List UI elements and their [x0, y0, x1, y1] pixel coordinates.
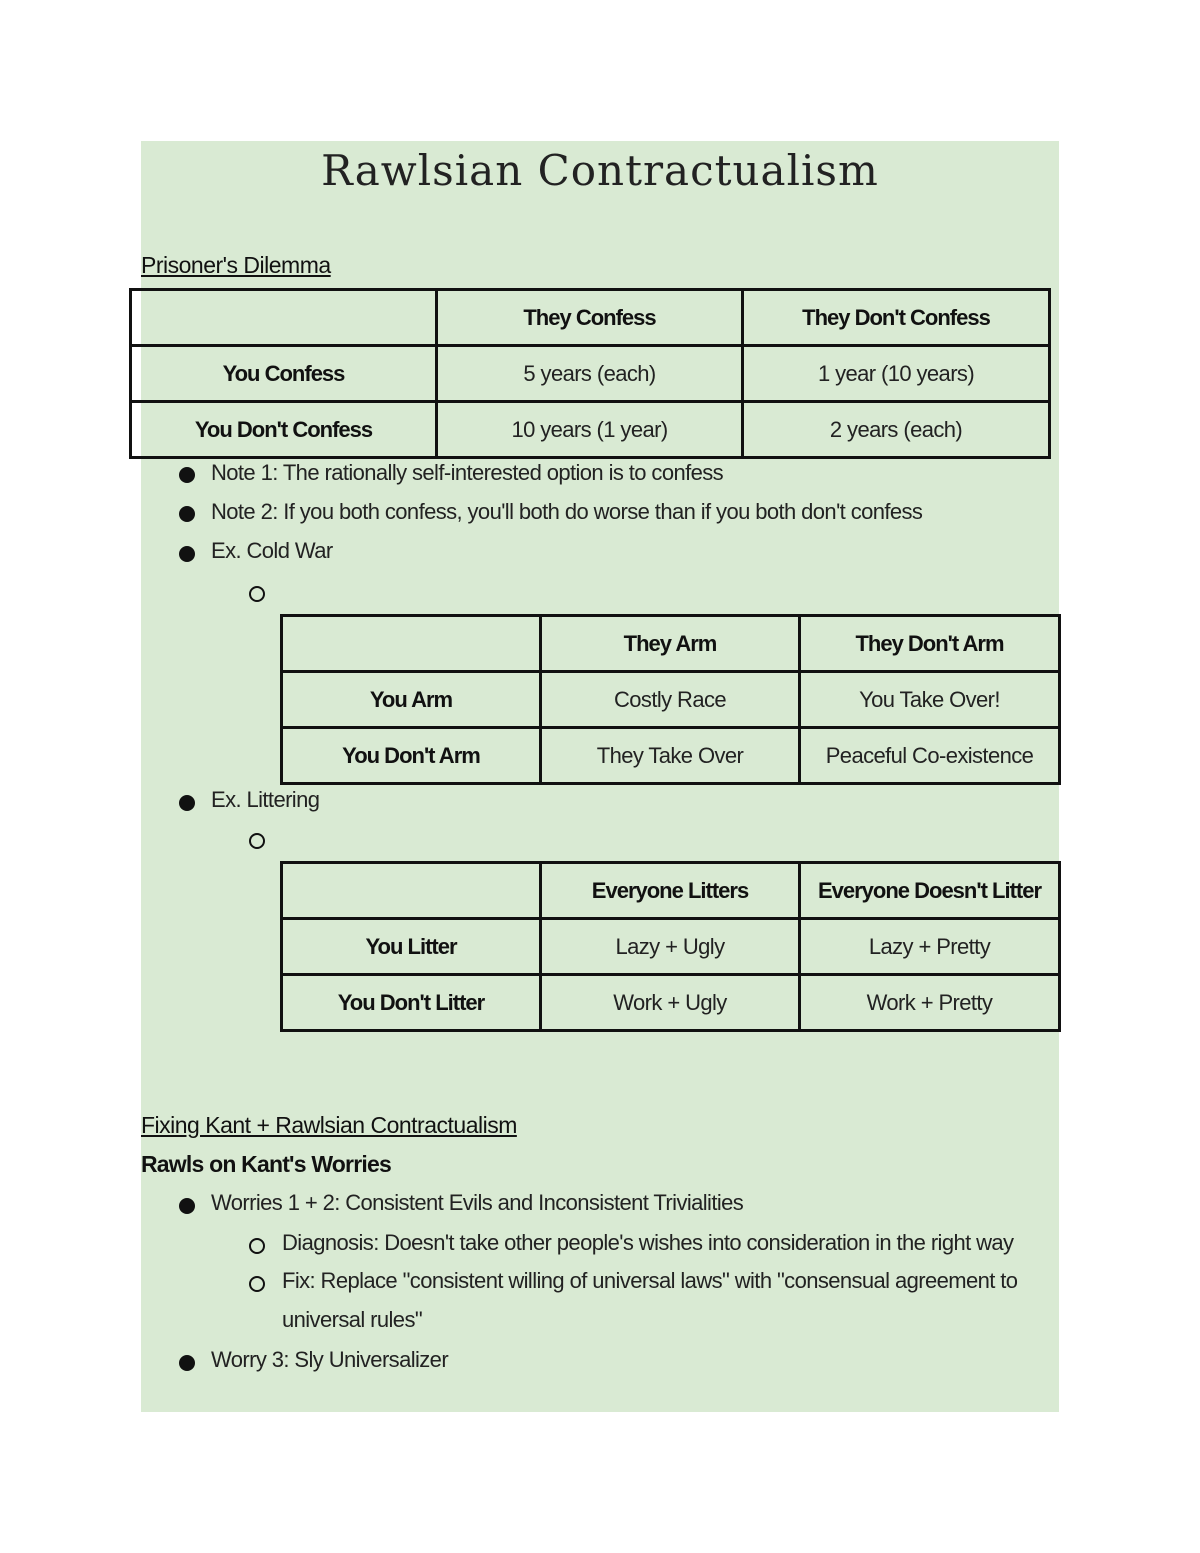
section-heading-fixing-kant: Fixing Kant + Rawlsian Contractualism	[141, 1112, 517, 1138]
page-title: Rawlsian Contractualism	[321, 146, 879, 195]
table-header-row	[282, 616, 1060, 672]
table-cell: Work + Pretty	[800, 975, 1060, 1031]
table-cell: Lazy + Pretty	[800, 919, 1060, 975]
table-col-header: They Don't Arm	[800, 616, 1060, 672]
table-row	[282, 672, 1060, 728]
table-cell: Lazy + Ugly	[541, 919, 800, 975]
table-row	[131, 402, 1050, 458]
table-cell: You Take Over!	[800, 672, 1060, 728]
bullet-dot	[179, 506, 195, 522]
table-cell: Peaceful Co-existence	[800, 728, 1060, 784]
cold-war-table	[280, 614, 1061, 785]
sub-bullet-ring	[249, 833, 265, 849]
sub-bullet-fix-line1: Fix: Replace "consistent willing of universal laws" with "consensual agreement to	[282, 1268, 1018, 1293]
sub-bullet-ring	[249, 1238, 265, 1254]
bullet-note-1: Note 1: The rationally self-interested option is to confess	[211, 460, 724, 485]
bullet-cold-war: Ex. Cold War	[211, 538, 333, 563]
table-cell: 2 years (each)	[743, 402, 1050, 458]
table-row-header: You Don't Litter	[282, 975, 541, 1031]
table-cell: 5 years (each)	[437, 346, 743, 402]
table-cell-empty	[131, 290, 437, 346]
table-row-header: You Litter	[282, 919, 541, 975]
table-row-header: You Don't Arm	[282, 728, 541, 784]
sub-bullet-diagnosis: Diagnosis: Doesn't take other people's wishes into consideration in the right way	[282, 1230, 1014, 1255]
bullet-worries-1-2: Worries 1 + 2: Consistent Evils and Inconsistent Trivialities	[211, 1190, 744, 1215]
table-cell-empty	[282, 616, 541, 672]
bullet-note-2: Note 2: If you both confess, you'll both do worse than if you both don't confess	[211, 499, 923, 524]
table-row	[282, 919, 1060, 975]
section-heading-prisoners-dilemma: Prisoner's Dilemma	[141, 252, 331, 278]
prisoners-dilemma-table	[129, 288, 1051, 459]
table-col-header: They Arm	[541, 616, 800, 672]
table-cell: Work + Ugly	[541, 975, 800, 1031]
littering-table	[280, 861, 1061, 1032]
table-cell: 1 year (10 years)	[743, 346, 1050, 402]
table-row	[131, 346, 1050, 402]
table-cell-empty	[282, 863, 541, 919]
table-col-header: They Confess	[437, 290, 743, 346]
table-cell: They Take Over	[541, 728, 800, 784]
table-row-header: You Arm	[282, 672, 541, 728]
table-row-header: You Don't Confess	[131, 402, 437, 458]
bullet-dot	[179, 1198, 195, 1214]
bullet-littering: Ex. Littering	[211, 787, 320, 812]
bullet-dot	[179, 1355, 195, 1371]
table-header-row	[282, 863, 1060, 919]
table-col-header: Everyone Litters	[541, 863, 800, 919]
table-col-header: They Don't Confess	[743, 290, 1050, 346]
sub-bullet-fix-line2: universal rules"	[282, 1307, 423, 1332]
bullet-worry-3: Worry 3: Sly Universalizer	[211, 1347, 449, 1372]
table-cell: 10 years (1 year)	[437, 402, 743, 458]
sub-bullet-ring	[249, 1276, 265, 1292]
table-header-row	[131, 290, 1050, 346]
table-col-header: Everyone Doesn't Litter	[800, 863, 1060, 919]
bullet-dot	[179, 546, 195, 562]
bullet-dot	[179, 467, 195, 483]
subheading-rawls-on-kant: Rawls on Kant's Worries	[141, 1151, 391, 1177]
table-row	[282, 975, 1060, 1031]
sub-bullet-ring	[249, 586, 265, 602]
bullet-dot	[179, 795, 195, 811]
table-row-header: You Confess	[131, 346, 437, 402]
table-cell: Costly Race	[541, 672, 800, 728]
table-row	[282, 728, 1060, 784]
